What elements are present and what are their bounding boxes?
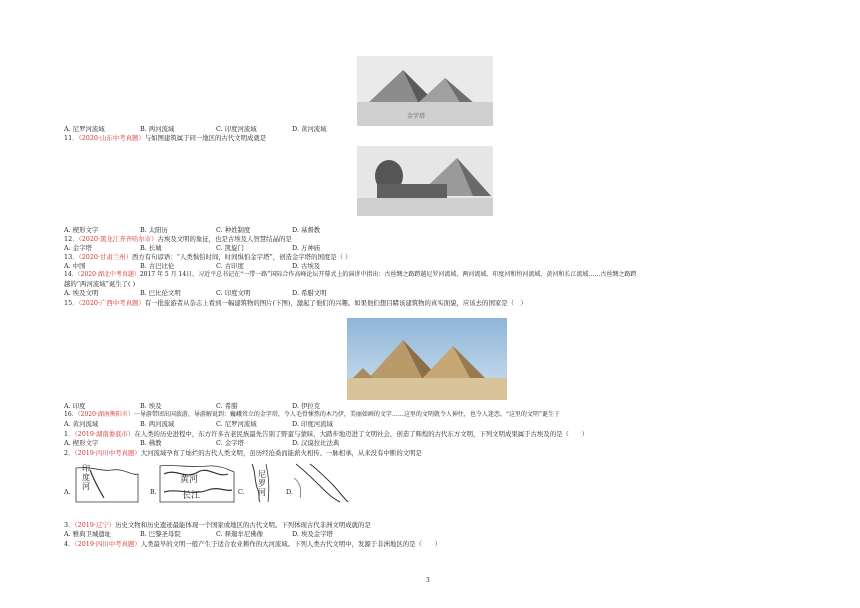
q11-option-c: C. 种姓制度	[216, 226, 251, 234]
q14-option-a: A. 埃及文明	[64, 289, 99, 297]
mesopotamia-river-map	[292, 462, 354, 504]
question-15: 15．（2020·广西中考真题）有一批旅游者从杂志上看到一幅建筑物的图片(下图)，激起了他们的兴趣。如果他们想目睹该建筑物的真实面貌，应该去的国家是（ ）	[64, 299, 527, 307]
q13-option-c: C. 古印度	[216, 262, 244, 270]
q11-option-a: A. 楔形文字	[64, 226, 99, 234]
r2-option-b-label: B.	[150, 488, 157, 496]
page-number: 3	[426, 577, 430, 584]
r2-option-a-label: A.	[64, 488, 71, 496]
question-r3: 3．（2019·辽宁）历史文物和历史遗迹最能体现一个国家或地区的古代文明。下列体现古代非洲文明成就的是	[64, 521, 371, 529]
question-11: 11．（2020·山东中考真题）与如图建筑属于同一地区的古代文明成就是	[64, 134, 267, 142]
r3-option-c: C. 释迦牟尼佛像	[216, 530, 264, 538]
r1-option-c: C. 金字塔	[216, 439, 244, 447]
r2-option-d-label: D.	[286, 488, 293, 496]
r1-option-d: D. 汉谟拉比法典	[292, 439, 340, 447]
q15-option-c: C. 希腊	[216, 402, 238, 410]
r1-option-b: B. 佛教	[140, 439, 162, 447]
map-b-text-2: 长江	[182, 491, 201, 501]
nile-river-map	[246, 462, 282, 504]
question-r1: 1．（2019·湖南娄底市）在人类的历史进程中，东方许多古老民族最先告别了野蛮与蒙昧，大踏步地迈进了文明社会，创造了辉煌的古代东方文明，下列文明成果属于古埃及的是（ ）	[64, 430, 589, 438]
q16-option-d: D. 印度河流域	[292, 420, 333, 428]
q13-option-d: D. 古埃及	[292, 262, 321, 270]
sphinx-image	[357, 146, 493, 216]
q10-option-d: D. 黄河流域	[292, 125, 327, 133]
q12-option-b: B. 长城	[140, 244, 162, 252]
q16-option-b: B. 两河流域	[140, 420, 175, 428]
q14-option-c: C. 印度文明	[216, 289, 251, 297]
r3-option-a: A. 雅典卫城遗址	[64, 530, 112, 538]
q16-option-c: C. 尼罗河流域	[216, 420, 257, 428]
map-a-text: 印度河	[82, 464, 90, 491]
question-r4: 4．（2019·四川中考真题）人类最早的文明一般产生于适合农业耕作的大河流域。下列人类古代文明中，发源于非洲地区的是（ ）	[64, 540, 442, 548]
r3-option-b: B. 巴黎圣母院	[140, 530, 181, 538]
pyramid-caption: 金字塔	[407, 113, 426, 120]
q12-option-a: A. 金字塔	[64, 244, 92, 252]
indus-river-map	[72, 462, 142, 504]
question-r2: 2．（2019·四川中考真题）大河流域孕育了灿烂的古代人类文明，虽历经沧桑而能薪火相传、一脉相承，从来没有中断的文明是	[64, 449, 422, 457]
yellow-yangtze-river-map	[158, 462, 236, 504]
question-14: 14．（2020·湖北中考真题）2017 年 5 月 14日，习近平总书记在“一带一路”国际合作高峰论坛开幕式上的演讲中指出：古丝绸之路跨越尼罗河流域、两河流域、印度河和恒河流域、黄河和长江流域……古丝绸之路跨	[64, 271, 637, 278]
pyramid-sketch-image	[357, 56, 493, 126]
q12-option-c: C. 凯旋门	[216, 244, 244, 252]
map-c-text: 尼罗河	[258, 470, 266, 497]
question-16: 16．（2020·湖南衡阳市）一导游带团出国旅游，导游解说到：巍峨耸立的金字塔，令人毛骨悚然的木乃伊，美丽如画的文字……这里的文明就令人神往，也令人迷恋。“这里的文明”诞生于	[64, 411, 560, 418]
q15-option-a: A. 印度	[64, 402, 86, 410]
pyramids-photo	[347, 318, 507, 400]
q15-option-b: B. 埃及	[140, 402, 162, 410]
q13-option-b: B. 古巴比伦	[140, 262, 175, 270]
q13-option-a: A. 中国	[64, 262, 86, 270]
map-b-text-1: 黄河	[180, 475, 199, 485]
question-14-continued: 越的“两河流域”诞生了( )	[64, 280, 136, 288]
question-12: 12．（2020·黑龙江齐齐哈尔市）古埃及文明的象征，也是古埃及人智慧结晶的是	[64, 235, 292, 243]
q14-option-b: B. 巴比伦文明	[140, 289, 181, 297]
q14-option-d: D. 希腊文明	[292, 289, 327, 297]
q15-option-d: D. 伊拉克	[292, 402, 321, 410]
r1-option-a: A. 楔形文字	[64, 439, 99, 447]
q11-option-d: D. 基督教	[292, 226, 321, 234]
q10-option-a: A. 尼罗河流域	[64, 125, 105, 133]
q11-option-b: B. 太阳历	[140, 226, 168, 234]
q12-option-d: D. 万神庙	[292, 244, 321, 252]
q16-option-a: A. 黄河流域	[64, 420, 99, 428]
q10-option-c: C. 印度河流域	[216, 125, 257, 133]
r2-option-c-label: C.	[238, 488, 245, 496]
r3-option-d: D. 埃及金字塔	[292, 530, 333, 538]
question-13: 13．（2020·甘肃兰州）西方有句谚语：“人类惧怕时间，时间惧怕金字塔”，创造金字塔的国度是（ ）	[64, 253, 352, 261]
q10-option-b: B. 两河流域	[140, 125, 175, 133]
